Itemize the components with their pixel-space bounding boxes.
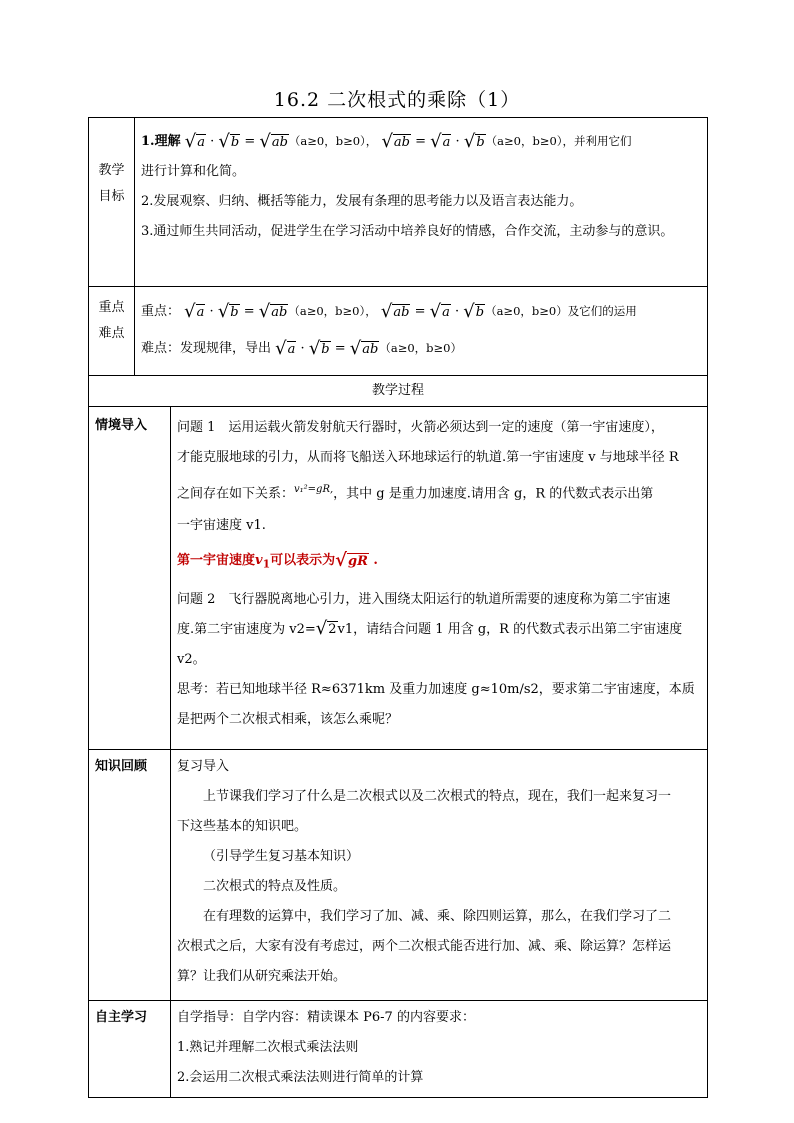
- review-label: 知识回顾: [89, 750, 171, 1001]
- objectives-label-line2: 目标: [98, 189, 125, 204]
- objective-item-3: 3.通过师生共同活动，促进学生在学习活动中培养良好的情感，合作交流，主动参与的意识。: [141, 224, 674, 239]
- formula-v1-squared: v₁²=gR,: [294, 484, 334, 495]
- selfstudy-content: [171, 1001, 708, 1098]
- review-l4: （引导学生复习基本知识）: [203, 849, 360, 864]
- q1-line4: 一宇宙速度 v1.: [177, 518, 266, 534]
- answer-line: 第一宇宙速度$v_1$可以表示为 √ gR .: [177, 549, 378, 571]
- review-l1: 复习导入: [177, 759, 230, 774]
- sqrt-b-2: √ b: [463, 130, 485, 152]
- objectives-content: [135, 118, 708, 287]
- sqrt-b: √ b: [218, 130, 240, 152]
- objectives-label: [89, 118, 135, 287]
- document-title: 16.2 二次根式的乘除（1）: [273, 89, 521, 111]
- situation-label: 情境导入: [89, 407, 171, 750]
- keypoints-label-line1: 重点: [98, 300, 125, 315]
- think-line1: 思考：若已知地球半径 R≈6371km 及重力加速度 g≈10m/s2，要求第二宇宙速度，本质: [177, 681, 695, 697]
- selfstudy-row: [89, 1001, 708, 1098]
- objective-item-1-cont: 进行计算和化简。: [141, 164, 246, 179]
- difficulty-point: 难点：发现规律，导出 √ a · √ b = √ ab （a≥0，b≥0）: [141, 337, 462, 359]
- key-point: 重点： √ a · √ b = √ ab （a≥0，b≥0）， √ ab = √ a · √ b （a≥0，b≥0）及它们的运用: [141, 300, 637, 322]
- lesson-plan-table: [88, 117, 708, 1098]
- sqrt-ab-2: √ ab: [381, 130, 410, 152]
- keypoints-label-line2: 难点: [98, 326, 125, 341]
- sqrt-2: √ 2: [315, 618, 337, 640]
- objective-item-1: 1.理解 √ a · √ b = √ ab （a≥0，b≥0）， √ ab = √ a · √ b （a≥0，b≥0），并利用它们: [141, 130, 632, 152]
- review-content: [171, 750, 708, 1001]
- situation-row: [89, 407, 708, 750]
- q1-line1: 问题 1 运用运载火箭发射航天行器时，火箭必须达到一定的速度（第一宇宙速度），: [177, 420, 664, 435]
- review-l3: 下这些基本的知识吧。: [177, 819, 308, 834]
- keypoints-row: [89, 287, 708, 376]
- keypoints-label: [89, 287, 135, 376]
- process-header: 教学过程: [89, 376, 708, 407]
- selfstudy-l2: 1.熟记并理解二次根式乘法法则: [177, 1040, 359, 1055]
- q2-line3: v2。: [177, 651, 206, 667]
- objectives-label-line1: 教学: [98, 163, 125, 178]
- q1-line2: 才能克服地球的引力，从而将飞船送入环地球运行的轨道.第一宇宙速度 v 与地球半径 R: [177, 450, 679, 465]
- q2-line2: 度.第二宇宙速度为 v2= √ 2 v1，请结合问题 1 用含 g，R 的代数式表示出第二宇宙速度: [177, 618, 683, 640]
- sqrt-ab: √ ab: [259, 130, 288, 152]
- review-row: [89, 750, 708, 1001]
- sqrt-a-2: √ a: [430, 130, 451, 152]
- review-l2: 上节课我们学习了什么是二次根式以及二次根式的特点，现在，我们一起来复习一: [203, 789, 672, 804]
- situation-content: [171, 407, 708, 750]
- selfstudy-l1: 自学指导：自学内容：精读课本 P6-7 的内容要求：: [177, 1010, 475, 1025]
- think-line2: 是把两个二次根式相乘，该怎么乘呢？: [177, 711, 399, 727]
- keypoints-content: [135, 287, 708, 376]
- selfstudy-l3: 2.会运用二次根式乘法法则进行简单的计算: [177, 1070, 424, 1085]
- review-l7: 次根式之后，大家有没有考虑过，两个二次根式能否进行加、减、乘、除运算？怎样运: [177, 939, 672, 954]
- sqrt-gR: √ gR: [335, 549, 368, 571]
- sqrt-a: √ a: [184, 130, 205, 152]
- review-l6: 在有理数的运算中，我们学习了加、减、乘、除四则运算，那么，在我们学习了二: [203, 909, 672, 924]
- q1-line3: 之间存在如下关系：$^{v_1^2=gR,}$，其中 g 是重力加速度.请用含 g，R 的代数式表示出第: [177, 484, 654, 502]
- selfstudy-label: 自主学习: [89, 1001, 171, 1098]
- q2-line1: 问题 2 飞行器脱离地心引力，进入围绕太阳运行的轨道所需要的速度称为第二宇宙速: [177, 591, 671, 607]
- review-l5: 二次根式的特点及性质。: [203, 879, 347, 894]
- review-l8: 算？让我们从研究乘法开始。: [177, 969, 347, 984]
- objectives-row: [89, 118, 708, 287]
- objective-item-2: 2.发展观察、归纳、概括等能力，发展有条理的思考能力以及语言表达能力。: [141, 194, 583, 209]
- process-header-row: [89, 376, 708, 407]
